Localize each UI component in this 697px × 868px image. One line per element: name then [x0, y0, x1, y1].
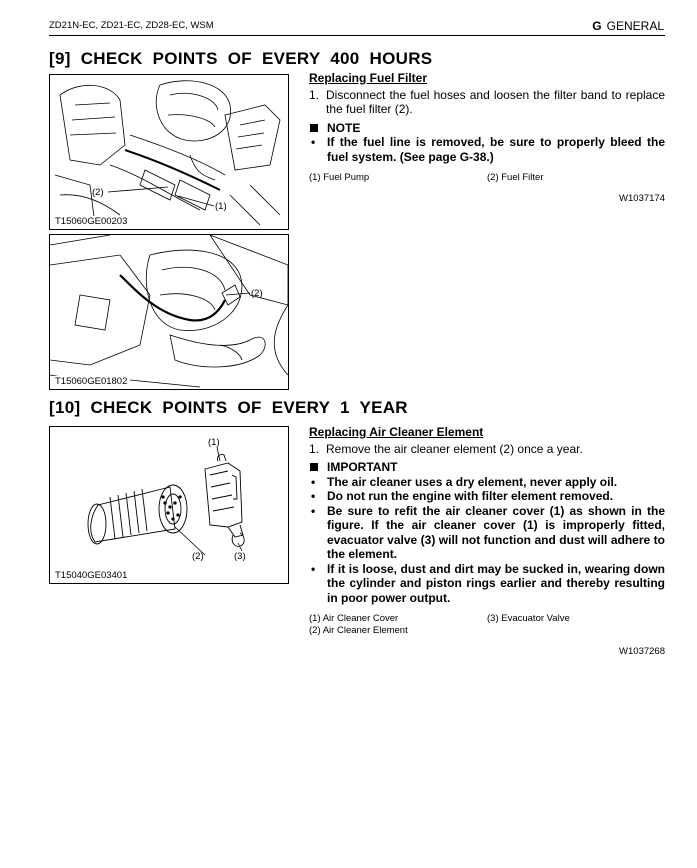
air-cleaner-illustration: [50, 427, 288, 583]
legend-item: [487, 625, 665, 637]
section-9-title: [9] CHECK POINTS OF EVERY 400 HOURS: [49, 49, 433, 68]
important-bullet: • Be sure to refit the air cleaner cover (1) as shown in the figure. If the air cleaner cover (1) is improperly fitted, evacuator valve (3) will not function and dust will adhere to the element.: [311, 503, 665, 561]
air-cleaner-element-callout: (2): [192, 551, 204, 562]
header-rule: [49, 35, 665, 36]
air-cleaner-cover-callout: (1): [208, 437, 220, 448]
fuel-filter-callout-2: (2): [92, 187, 104, 198]
figure-2-caption: T15060GE01802: [55, 376, 128, 387]
evacuator-valve-callout: (3): [234, 551, 246, 562]
important-bullet: • The air cleaner uses a dry element, never apply oil.: [309, 475, 665, 490]
important-square-icon: [310, 463, 318, 471]
fuel-filter-illustration-1: [50, 75, 288, 229]
step-number: 1.: [309, 87, 320, 102]
header-section: [592, 19, 664, 33]
important-bullet: • Do not run the engine with filter element removed.: [309, 489, 665, 504]
note-label: NOTE: [327, 120, 361, 135]
figure-2-callout-2: (2): [251, 288, 263, 299]
air-cleaner-instructions: [309, 425, 665, 660]
step-number: 1.: [309, 441, 320, 456]
fuel-filter-figure-2: [49, 234, 289, 390]
step-text: Remove the air cleaner element (2) once a year.: [326, 441, 583, 456]
important-bullet-text: Do not run the engine with filter element removed.: [327, 489, 614, 503]
document-code: W1037174: [619, 193, 665, 204]
important-bullet-text: The air cleaner uses a dry element, never apply oil.: [327, 474, 618, 489]
important-bullet-text: Be sure to refit the air cleaner cover (1) as shown in the figure. If the air cleaner cover (1) is improperly fitted, evacuator valve (3) will not function and dust will adhere to the element.: [327, 503, 665, 561]
section-10-title: [10] CHECK POINTS OF EVERY 1 YEAR: [49, 398, 408, 417]
header-section-name: GENERAL: [606, 19, 664, 33]
legend-item: (2) Fuel Filter: [487, 172, 544, 183]
air-cleaner-figure: [49, 426, 289, 584]
fuel-filter-instructions: [309, 71, 665, 207]
step-text: Disconnect the fuel hoses and loosen the filter band to replace the fuel filter (2).: [326, 87, 665, 116]
fuel-filter-subheading: Replacing Fuel Filter: [309, 71, 428, 85]
note-heading: [309, 121, 665, 136]
important-bullet: • If it is loose, dust and dirt may be sucked in, wearing down the cylinder and piston rings earlier and thereby resulting in poor power output.: [311, 561, 665, 605]
note-bullet-text: If the fuel line is removed, be sure to properly bleed the fuel system. (See page G-38.): [327, 135, 665, 164]
fuel-filter-illustration-2: [50, 235, 288, 389]
fuel-filter-figure-1: [49, 74, 289, 230]
fuel-filter-step-1: [309, 88, 665, 117]
air-cleaner-legend: [309, 613, 665, 637]
header-section-letter: G: [592, 19, 602, 33]
important-bullet-text: If it is loose, dust and dirt may be sucked in, wearing down the cylinder and piston rings earlier and thereby resulting in poor power output.: [327, 561, 665, 605]
fuel-legend: [309, 172, 665, 184]
note-bullet: • If the fuel line is removed, be sure to properly bleed the fuel system. (See page G-38.): [311, 135, 665, 164]
note-square-icon: [310, 124, 318, 132]
legend-item: (2) Air Cleaner Element: [309, 625, 408, 636]
air-cleaner-step-1: [309, 442, 665, 457]
air-cleaner-figure-caption: T15040GE03401: [55, 570, 128, 581]
figure-1-caption: T15060GE00203: [55, 216, 128, 227]
legend-item: (3) Evacuator Valve: [487, 613, 570, 624]
document-code: W1037268: [619, 646, 665, 657]
legend-item: (1) Fuel Pump: [309, 172, 370, 183]
legend-item: (1) Air Cleaner Cover: [309, 613, 399, 624]
header-models: ZD21N-EC, ZD21-EC, ZD28-EC, WSM: [49, 20, 214, 31]
fuel-pump-callout-1: (1): [215, 201, 227, 212]
air-cleaner-subheading: Replacing Air Cleaner Element: [309, 425, 484, 439]
important-label: IMPORTANT: [327, 460, 398, 474]
important-heading: [309, 460, 665, 475]
